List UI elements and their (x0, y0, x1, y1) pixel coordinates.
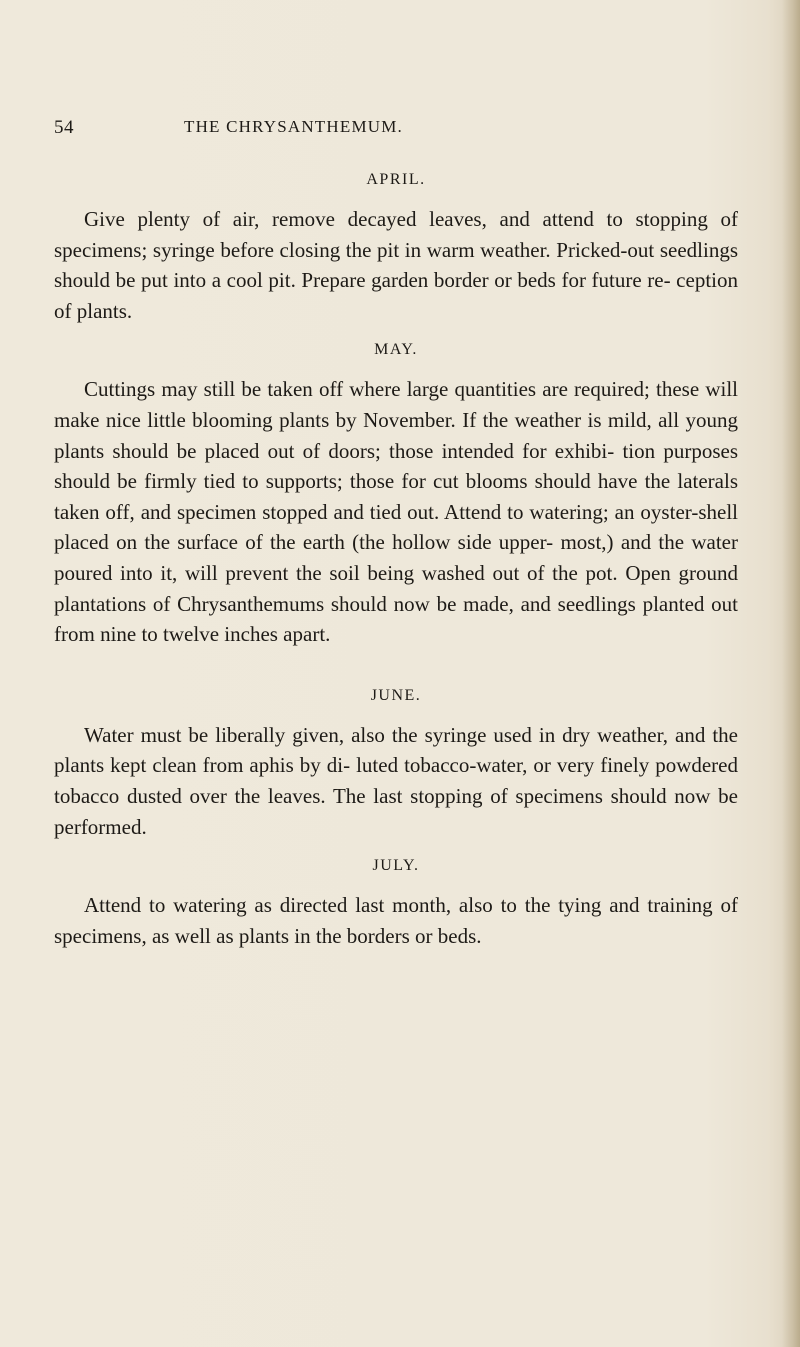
section-april (54, 166, 738, 326)
section-title: APRIL. (366, 171, 426, 188)
page-edge-shadow (782, 0, 800, 1347)
running-head: THE CHRYSANTHEMUM. (184, 117, 404, 136)
section-title: MAY. (374, 341, 418, 359)
section-july (54, 852, 738, 951)
section-may (54, 336, 738, 649)
section-paragraph: Attend to watering as directed last month, also to the tying and training of specimens, as well as plants in the borders or beds. (54, 893, 738, 948)
section-title: JUNE. (370, 686, 422, 704)
section-paragraph: Give plenty of air, remove decayed leaves, and attend to stopping of specimens; syringe before closing the pit in warm weather. Pricked-out seedlings should be put into a cool pit. Prepare garden border or beds for future re- ception of plants. (54, 207, 738, 323)
section-june (54, 682, 738, 842)
section-paragraph: Water must be liberally given, also the syringe used in dry weather, and the plants kept clean from aphis by di- luted tobacco-water, or very finely powdered tobacco dusted over the leaves. The last stopping of specimens should now be performed. (54, 722, 738, 839)
section-title: JULY. (372, 857, 420, 875)
page-header (54, 117, 734, 141)
page-number: 54 (54, 117, 74, 138)
page-body (54, 166, 738, 951)
section-paragraph: Cuttings may still be taken off where large quantities are required; these will make nice little blooming plants by November. If the weather is mild, all young plants should be placed out of doors; those intended for exhibi- tion purposes should be firmly tied to supports; those for cut blooms should have the laterals taken off, and specimen stopped and tied out. Attend to watering; an oyster-shell placed on the surface of the earth (the hollow side upper- most,) and the water poured into it, will prevent the soil being washed out of the pot. Open ground plantations of Chrysanthemums should now be made, and seedlings planted out from nine to twelve inches apart. (54, 377, 738, 647)
